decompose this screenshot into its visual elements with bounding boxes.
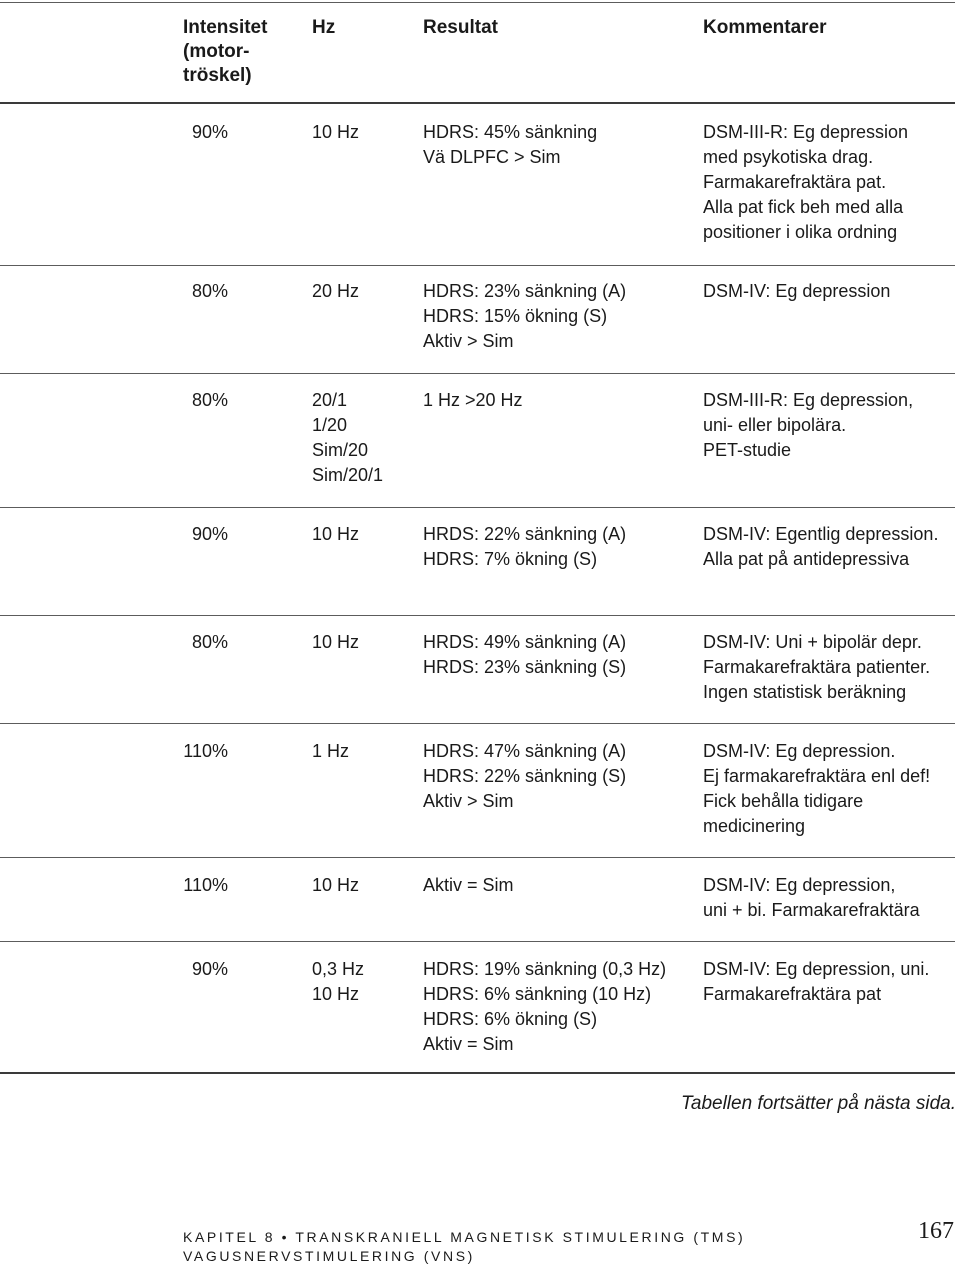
row-divider	[0, 507, 955, 508]
row-comments: DSM-IV: Eg depression. Ej farmakarefraktära enl def! Fick behålla tidigare medicinering	[703, 741, 931, 836]
row-divider	[0, 941, 955, 942]
row-comments: DSM-IV: Eg depression, uni + bi. Farmakarefraktära	[703, 875, 920, 920]
row-comments: DSM-III-R: Eg depression med psykotiska drag. Farmakarefraktära pat. Alla pat fick beh med alla positioner i olika ordning	[703, 122, 909, 242]
footer-chapter-line: KAPITEL 8 • TRANSKRANIELL MAGNETISK STIMULERING (TMS)	[183, 1229, 746, 1245]
row-intensity: 90%	[191, 524, 228, 544]
row-divider	[0, 723, 955, 724]
footer-chapter-line: VAGUSNERVSTIMULERING (VNS)	[183, 1248, 475, 1264]
header-result: Resultat	[423, 17, 498, 38]
row-intensity: 80%	[191, 281, 228, 301]
row-result: Aktiv = Sim	[423, 875, 514, 895]
row-result: HDRS: 47% sänkning (A) HDRS: 22% sänkning (S) Aktiv > Sim	[423, 741, 627, 811]
row-intensity: 90%	[191, 959, 228, 979]
row-result: HDRS: 19% sänkning (0,3 Hz) HDRS: 6% sänkning (10 Hz) HDRS: 6% ökning (S) Aktiv = Sim	[423, 959, 667, 1054]
header-rule	[0, 102, 955, 104]
row-result: 1 Hz >20 Hz	[423, 390, 523, 410]
row-divider	[0, 857, 955, 858]
row-comments: DSM-IV: Eg depression, uni. Farmakarefraktära pat	[703, 959, 930, 1004]
row-result: HDRS: 45% sänkning Vä DLPFC > Sim	[423, 122, 598, 167]
row-comments: DSM-IV: Uni + bipolär depr. Farmakarefraktära patienter. Ingen statistisk beräkning	[703, 632, 931, 702]
page-footer	[183, 1228, 745, 1266]
table-continues-note: Tabellen fortsätter på nästa sida.	[681, 1093, 956, 1114]
row-hz: 20/1 1/20 Sim/20 Sim/20/1	[312, 390, 384, 485]
row-divider	[0, 373, 955, 374]
row-hz: 10 Hz	[312, 524, 360, 544]
row-intensity: 110%	[183, 741, 228, 761]
row-divider	[0, 265, 955, 266]
row-hz: 20 Hz	[312, 281, 360, 301]
row-comments: DSM-IV: Eg depression	[703, 281, 891, 301]
row-intensity: 80%	[191, 390, 228, 410]
row-hz: 10 Hz	[312, 875, 360, 895]
row-comments: DSM-III-R: Eg depression, uni- eller bipolära. PET-studie	[703, 390, 914, 460]
row-result: HDRS: 23% sänkning (A) HDRS: 15% ökning (S) Aktiv > Sim	[423, 281, 627, 351]
row-intensity: 80%	[191, 632, 228, 652]
row-intensity: 90%	[191, 122, 228, 142]
row-hz: 10 Hz	[312, 122, 360, 142]
header-hz: Hz	[312, 17, 336, 38]
page-number: 167	[918, 1218, 954, 1244]
table-bottom-rule	[0, 1072, 955, 1074]
row-result: HRDS: 22% sänkning (A) HDRS: 7% ökning (S)	[423, 524, 627, 569]
row-result: HRDS: 49% sänkning (A) HRDS: 23% sänkning (S)	[423, 632, 627, 677]
header-comments: Kommentarer	[703, 17, 827, 38]
row-hz: 1 Hz	[312, 741, 350, 761]
header-intensity: Intensitet (motor- tröskel)	[183, 17, 268, 86]
row-hz: 0,3 Hz 10 Hz	[312, 959, 365, 1004]
table-top-rule	[0, 2, 955, 3]
row-intensity: 110%	[183, 875, 228, 895]
row-hz: 10 Hz	[312, 632, 360, 652]
row-divider	[0, 615, 955, 616]
row-comments: DSM-IV: Egentlig depression. Alla pat på antidepressiva	[703, 524, 939, 569]
